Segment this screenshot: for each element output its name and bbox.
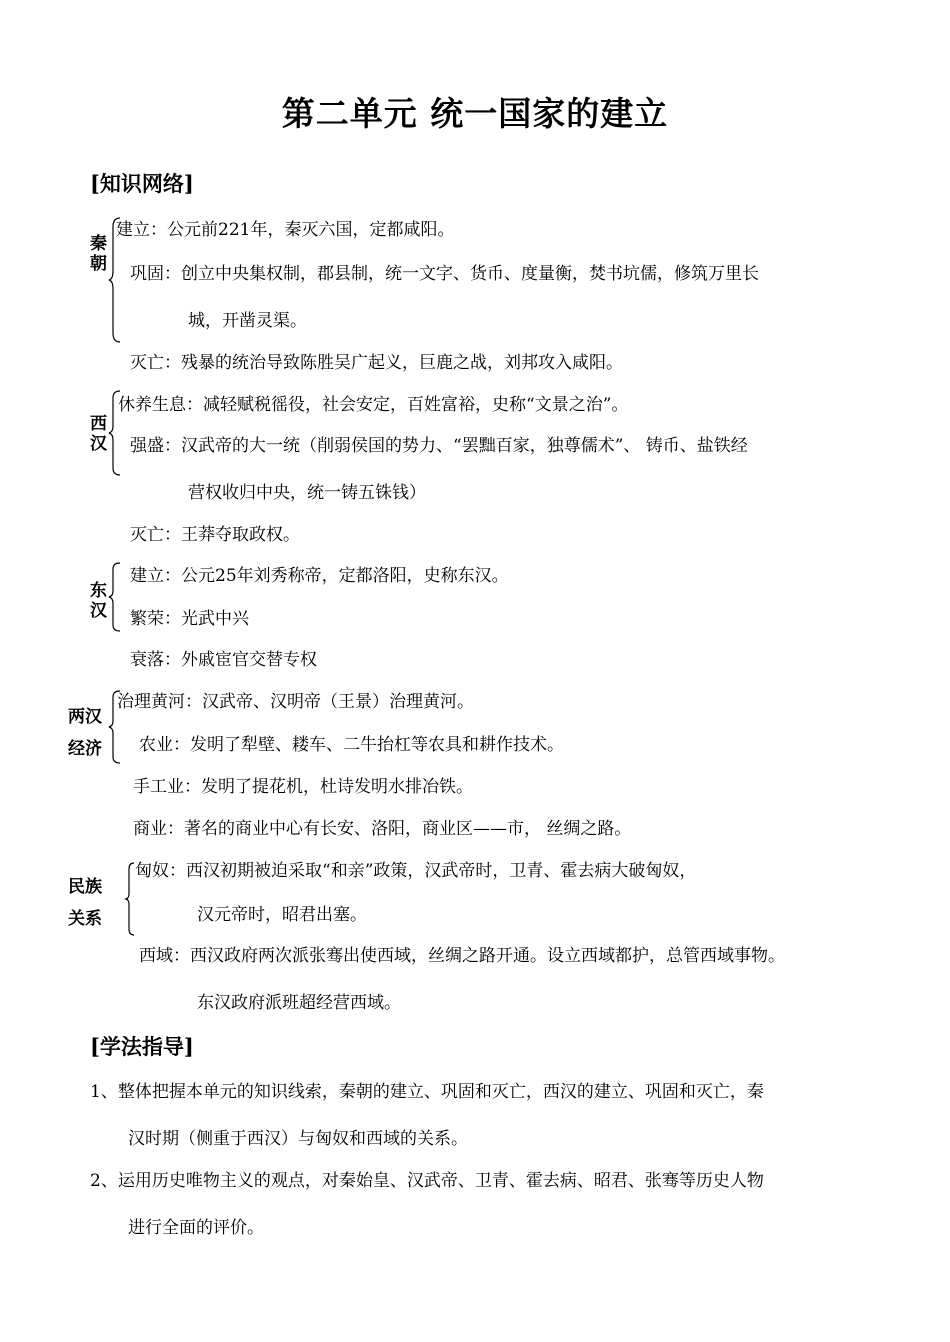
- list-item: 2、运用历史唯物主义的观点，对秦始皇、汉武帝、卫青、霍去病、昭君、张骞等历史人物: [90, 1171, 764, 1191]
- group-label: 两汉: [68, 707, 102, 727]
- line: 商业：著名的商业中心有长安、洛阳，商业区——市， 丝绸之路。: [133, 819, 632, 839]
- line: 东汉政府派班超经营西域。: [197, 993, 401, 1013]
- line: 巩固：创立中央集权制，郡县制，统一文字、货币、度量衡，焚书坑儒，修筑万里长: [130, 264, 759, 284]
- section-heading-guidance: [学法指导]: [90, 1034, 194, 1059]
- group-label: 西: [90, 414, 107, 434]
- brace-icon: [108, 560, 122, 635]
- list-item: 进行全面的评价。: [128, 1218, 264, 1238]
- line: 西域：西汉政府两次派张骞出使西域，丝绸之路开通。设立西域都护，总管西域事物。: [139, 946, 785, 966]
- line: 建立：公元前221年，秦灭六国，定都咸阳。: [116, 220, 455, 240]
- group-label: 汉: [90, 601, 107, 621]
- line: 灭亡：残暴的统治导致陈胜吴广起义，巨鹿之战，刘邦攻入咸阳。: [130, 353, 623, 373]
- line: 农业：发明了犁壁、耧车、二牛抬杠等农具和耕作技术。: [139, 735, 564, 755]
- line: 城，开凿灵渠。: [188, 311, 307, 331]
- group-label: 民族: [68, 877, 102, 897]
- line: 繁荣：光武中兴: [130, 609, 249, 629]
- line: 治理黄河：汉武帝、汉明帝（王景）治理黄河。: [117, 692, 474, 712]
- line: 灭亡：王莽夺取政权。: [130, 525, 300, 545]
- section-heading-knowledge: [知识网络]: [90, 171, 194, 196]
- line: 休养生息：减轻赋税徭役，社会安定，百姓富裕，史称“文景之治”。: [118, 395, 629, 415]
- line: 强盛：汉武帝的大一统（削弱侯国的势力、“罢黜百家，独尊儒术”、 铸币、盐铁经: [130, 436, 748, 456]
- line: 汉元帝时，昭君出塞。: [197, 905, 367, 925]
- line: 手工业：发明了提花机，杜诗发明水排冶铁。: [133, 777, 473, 797]
- group-label: 东: [90, 581, 107, 601]
- list-item: 汉时期（侧重于西汉）与匈奴和西域的关系。: [128, 1129, 468, 1149]
- page-title: 第二单元 统一国家的建立: [281, 94, 669, 133]
- group-label: 朝: [90, 254, 107, 274]
- line: 建立：公元25年刘秀称帝，定都洛阳，史称东汉。: [130, 566, 509, 586]
- line: 营权收归中央，统一铸五铢钱）: [188, 483, 426, 503]
- group-label: 秦: [90, 234, 107, 254]
- group-label: 经济: [68, 739, 102, 759]
- line: 衰落：外戚宦官交替专权: [130, 650, 317, 670]
- group-label: 关系: [68, 909, 102, 929]
- line: 匈奴：西汉初期被迫采取“和亲”政策，汉武帝时，卫青、霍去病大破匈奴，: [135, 861, 697, 881]
- list-item: 1、整体把握本单元的知识线索，秦朝的建立、巩固和灭亡，西汉的建立、巩固和灭亡，秦: [90, 1082, 764, 1102]
- group-label: 汉: [90, 434, 107, 454]
